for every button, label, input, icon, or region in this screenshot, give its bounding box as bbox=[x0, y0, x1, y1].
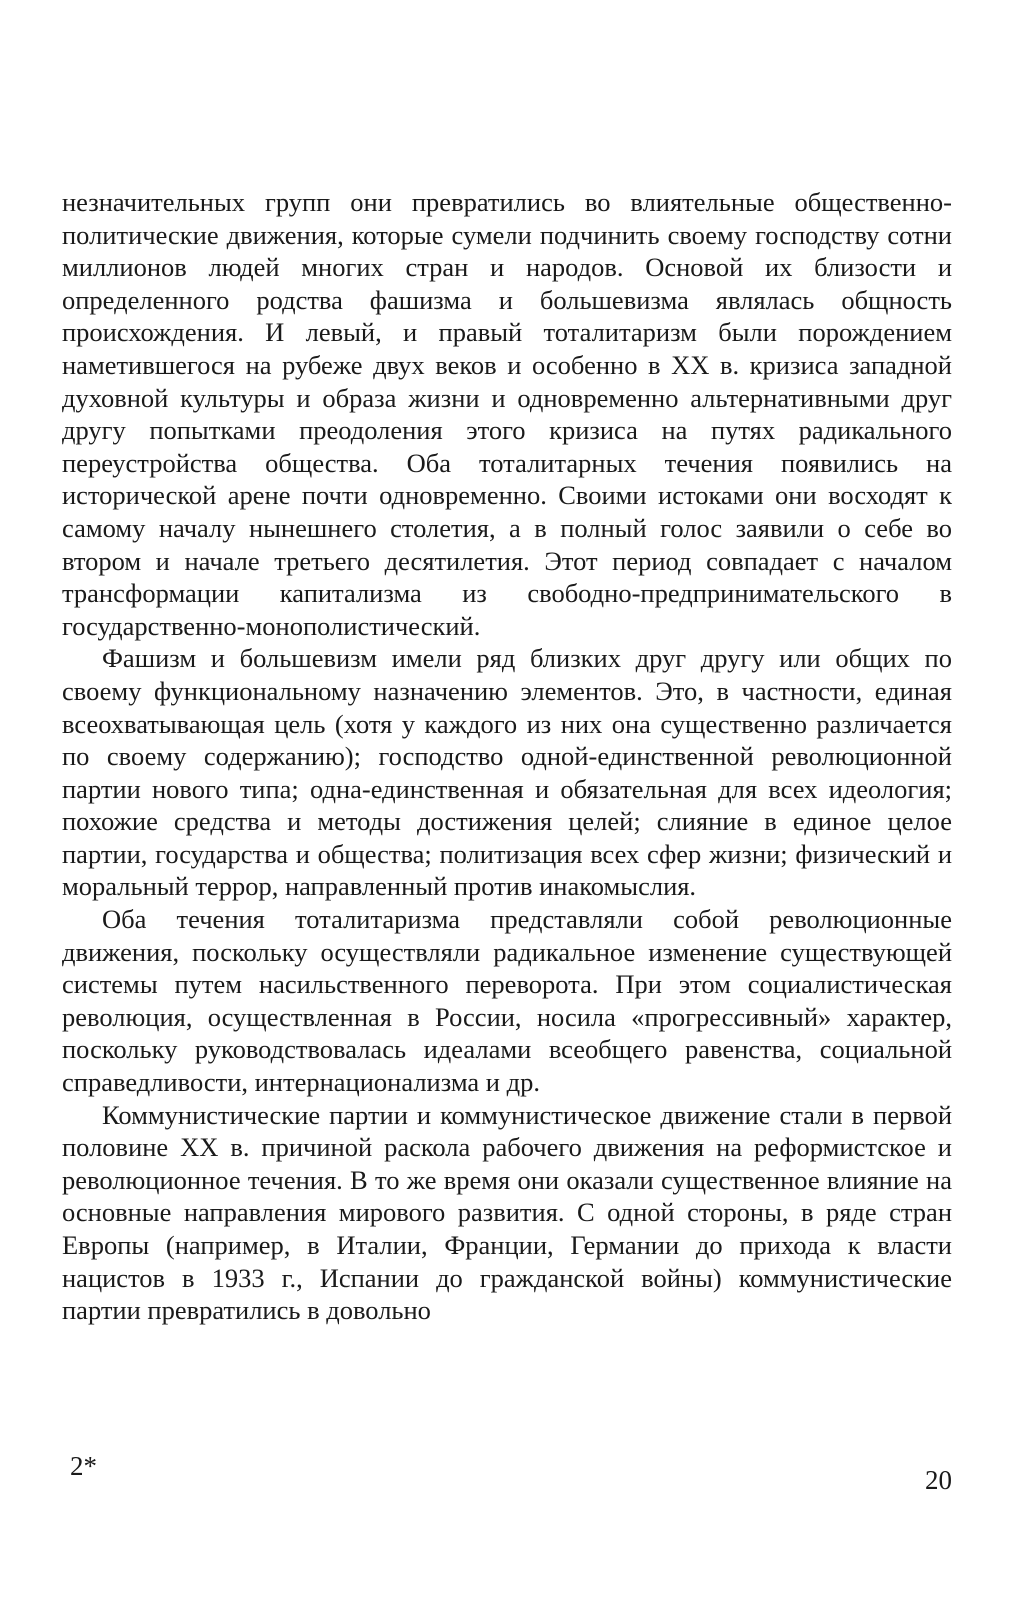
page-number: 20 bbox=[925, 1465, 952, 1495]
paragraph-fascism-bolshevism: Фашизм и большевизм имели ряд близких друг другу или общих по своему функциональному назначению элементов. Это, в частности, единая всеохватывающая цель (хотя у каждого из них она существенно различается по своему содержанию); господство одной-единственной революционной партии нового типа; одна-единственная и обязательная для всех идеология; похожие средства и методы достижения целей; слияние в единое целое партии, государства и общества; политизация всех сфер жизни; физический и моральный террор, направленный против инакомыслия. bbox=[62, 643, 952, 902]
body-text bbox=[62, 186, 952, 1327]
signature-mark: 2* bbox=[70, 1451, 97, 1481]
paragraph-communist-parties: Коммунистические партии и коммунистическое движение стали в первой половине XX в. причиной раскола рабочего движения на реформистское и революционное течения. В то же время они оказали существенное влияние на основные направления мирового развития. С одной стороны, в ряде стран Европы (например, в Италии, Франции, Германии до прихода к власти нацистов в 1933 г., Испании до гражданской войны) коммунистические партии превратились в довольно bbox=[62, 1099, 952, 1326]
paragraph-revolutionary-movements: Оба течения тоталитаризма представляли собой революционные движения, поскольку осуществляли радикальное изменение существующей системы путем насильственного переворота. При этом социалистическая революция, осуществленная в России, носила «прогрессивный» характер, поскольку руководствовалась идеалами всеобщего равенства, социальной справедливости, интернационализма и др. bbox=[62, 904, 952, 1098]
paragraph-continuation: незначительных групп они превратились во влиятельные общественно-политические движения, которые сумели подчинить своему господству сотни миллионов людей многих стран и народов. Основой их близости и определенного родства фашизма и большевизма являлась общность происхождения. И левый, и правый тоталитаризм были порождением наметившегося на рубеже двух веков и особенно в XX в. кризиса западной духовной культуры и образа жизни и одновременно альтернативными друг другу попытками преодоления этого кризиса на путях радикального переустройства общества. Оба тоталитарных течения появились на исторической арене почти одновременно. Своими истоками они восходят к самому началу нынешнего столетия, а в полный голос заявили о себе во втором и начале третьего десятилетия. Этот период совпадает с началом трансформации капитализма из свободно-предпринимательского в государственно-монополистический. bbox=[62, 187, 952, 641]
